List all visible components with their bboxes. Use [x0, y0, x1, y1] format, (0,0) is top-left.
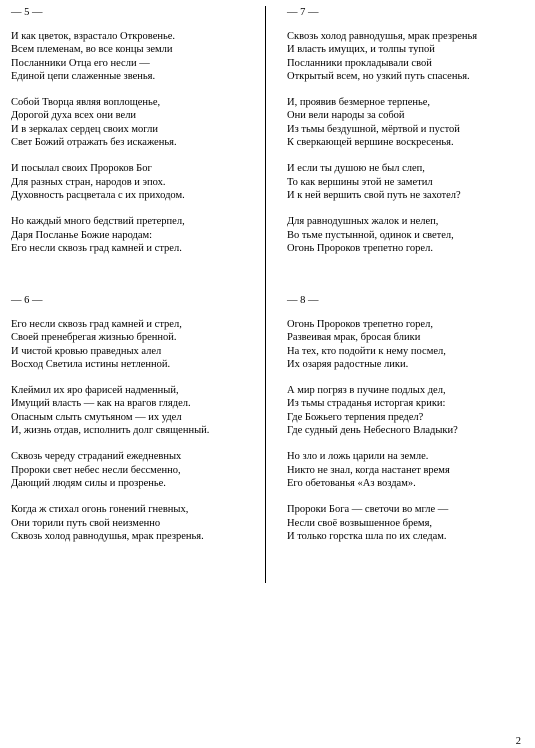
verse-line: И, жизнь отдав, исполнить долг священный. — [11, 425, 210, 437]
verse-line: Несли своё возвышенное бремя, — [287, 517, 433, 529]
verse-line: Открытый всем, но узкий путь спасенья. — [287, 70, 470, 82]
verse-line: Для равнодушных жалок и нелеп, — [287, 216, 439, 228]
verse-line: То как вершины этой не заметил — [287, 176, 433, 188]
verse-line: Собой Творца являя воплощенье, — [11, 97, 161, 109]
verse-line: Своей пренебрегая жизнью бренной. — [11, 332, 177, 344]
verse-line: Опасным слыть смутьяном — их удел — [11, 411, 182, 423]
verse-line: Духовность расцветала с их приходом. — [11, 189, 185, 201]
verse-line: Они вели народы за собой — [287, 110, 405, 122]
verse-line: Его обетованья «Аз воздам». — [287, 477, 416, 489]
verse-line: Из тьмы бездушной, мёртвой и пустой — [287, 123, 460, 135]
stanza — [11, 30, 261, 83]
stanza — [11, 96, 261, 149]
verse-line: И только горстка шла по их следам. — [287, 530, 447, 542]
verse-line: И чистой кровью праведных алел — [11, 345, 162, 357]
verse-line: На тех, кто подойти к нему посмел, — [287, 345, 446, 357]
stanza — [287, 450, 535, 490]
poem-number: — 5 — — [11, 7, 43, 18]
stanza — [287, 215, 535, 255]
verse-line: Огонь Пророков трепетно горел. — [287, 242, 433, 254]
verse-line: Его несли сквозь град камней и стрел, — [11, 319, 182, 330]
verse-line: Его несли сквозь град камней и стрел. — [11, 242, 182, 254]
verse-line: Из тьмы страданья исторгая крики: — [287, 398, 446, 410]
verse-line: Свет Божий отражать без искаженья. — [11, 137, 177, 149]
verse-line: Где судный день Небесного Владыки? — [287, 425, 458, 437]
verse-line: Сквозь череду страданий ежедневных — [11, 451, 182, 463]
verse-line: Имущий власть — как на врагов глядел. — [11, 398, 191, 410]
verse-line: Во тьме пустынной, одинок и светел, — [287, 229, 454, 241]
verse-line: Но каждый много бедствий претерпел, — [11, 216, 185, 228]
stanza — [287, 30, 535, 83]
stanza — [287, 318, 535, 371]
poem-5 — [11, 6, 261, 255]
verse-line: Когда ж стихал огонь гонений гневных, — [11, 504, 189, 516]
verse-line: А мир погряз в пучине подлых дел, — [287, 385, 446, 397]
verse-line: Сквозь холод равнодушья, мрак презренья — [287, 31, 478, 42]
poem-number: — 7 — — [287, 7, 319, 18]
verse-line: Пророки Бога — светочи во мгле — — [287, 504, 449, 516]
verse-line: Восход Светила истины нетленной. — [11, 358, 171, 370]
verse-line: Но зло и ложь царили на земле. — [287, 451, 429, 463]
stanza — [287, 162, 535, 202]
poem-number: — 8 — — [287, 295, 319, 306]
verse-line: Никто не знал, когда настанет время — [287, 464, 450, 476]
verse-line: И власть имущих, и толпы тупой — [287, 44, 435, 56]
stanza — [287, 384, 535, 437]
column-divider — [265, 6, 266, 583]
verse-line: Сквозь холод равнодушья, мрак презренья. — [11, 530, 204, 542]
stanza — [11, 450, 261, 490]
verse-line: Посланники Отца его несли — — [11, 57, 150, 69]
page-number: 2 — [515, 736, 521, 747]
verse-line: Огонь Пророков трепетно горел, — [287, 319, 433, 330]
verse-line: Всем племенам, во все концы земли — [11, 44, 173, 56]
verse-line: Они торили путь свой неизменно — [11, 517, 161, 529]
poem-8 — [287, 294, 535, 543]
verse-line: Развеивая мрак, бросая блики — [287, 332, 421, 344]
verse-line: И в зеркалах сердец своих могли — [11, 123, 158, 135]
verse-line: К сверкающей вершине воскресенья. — [287, 137, 454, 149]
poem-number: — 6 — — [11, 295, 43, 306]
stanza — [11, 215, 261, 255]
verse-line: Даря Посланье Божие народам: — [11, 229, 153, 241]
verse-line: Где Божьего терпения предел? — [287, 411, 424, 423]
stanza — [11, 162, 261, 202]
verse-line: Дорогой духа всех они вели — [11, 110, 137, 122]
verse-line: Их озаряя радостные лики. — [287, 358, 409, 370]
verse-line: И, проявив безмерное терпенье, — [287, 97, 431, 109]
verse-line: И посылал своих Пророков Бог — [11, 163, 152, 175]
verse-line: Клеймил их яро фарисей надменный, — [11, 385, 179, 397]
verse-line: И если ты душою не был слеп, — [287, 163, 425, 175]
stanza — [287, 503, 535, 543]
verse-line: И к ней вершить свой путь не захотел? — [287, 189, 461, 201]
verse-line: Для разных стран, народов и эпох. — [11, 176, 166, 188]
verse-line: Дающий людям силы и прозренье. — [11, 477, 166, 489]
stanza — [11, 318, 261, 371]
stanza — [287, 96, 535, 149]
verse-line: Единой цепи слаженные звенья. — [11, 70, 156, 82]
poem-7 — [287, 6, 535, 255]
verse-line: Пророки свет небес несли бессменно, — [11, 464, 181, 476]
poem-6 — [11, 294, 261, 543]
stanza — [11, 503, 261, 543]
verse-line: И как цветок, взрастало Откровенье. — [11, 31, 176, 42]
stanza — [11, 384, 261, 437]
verse-line: Посланники прокладывали свой — [287, 57, 432, 69]
